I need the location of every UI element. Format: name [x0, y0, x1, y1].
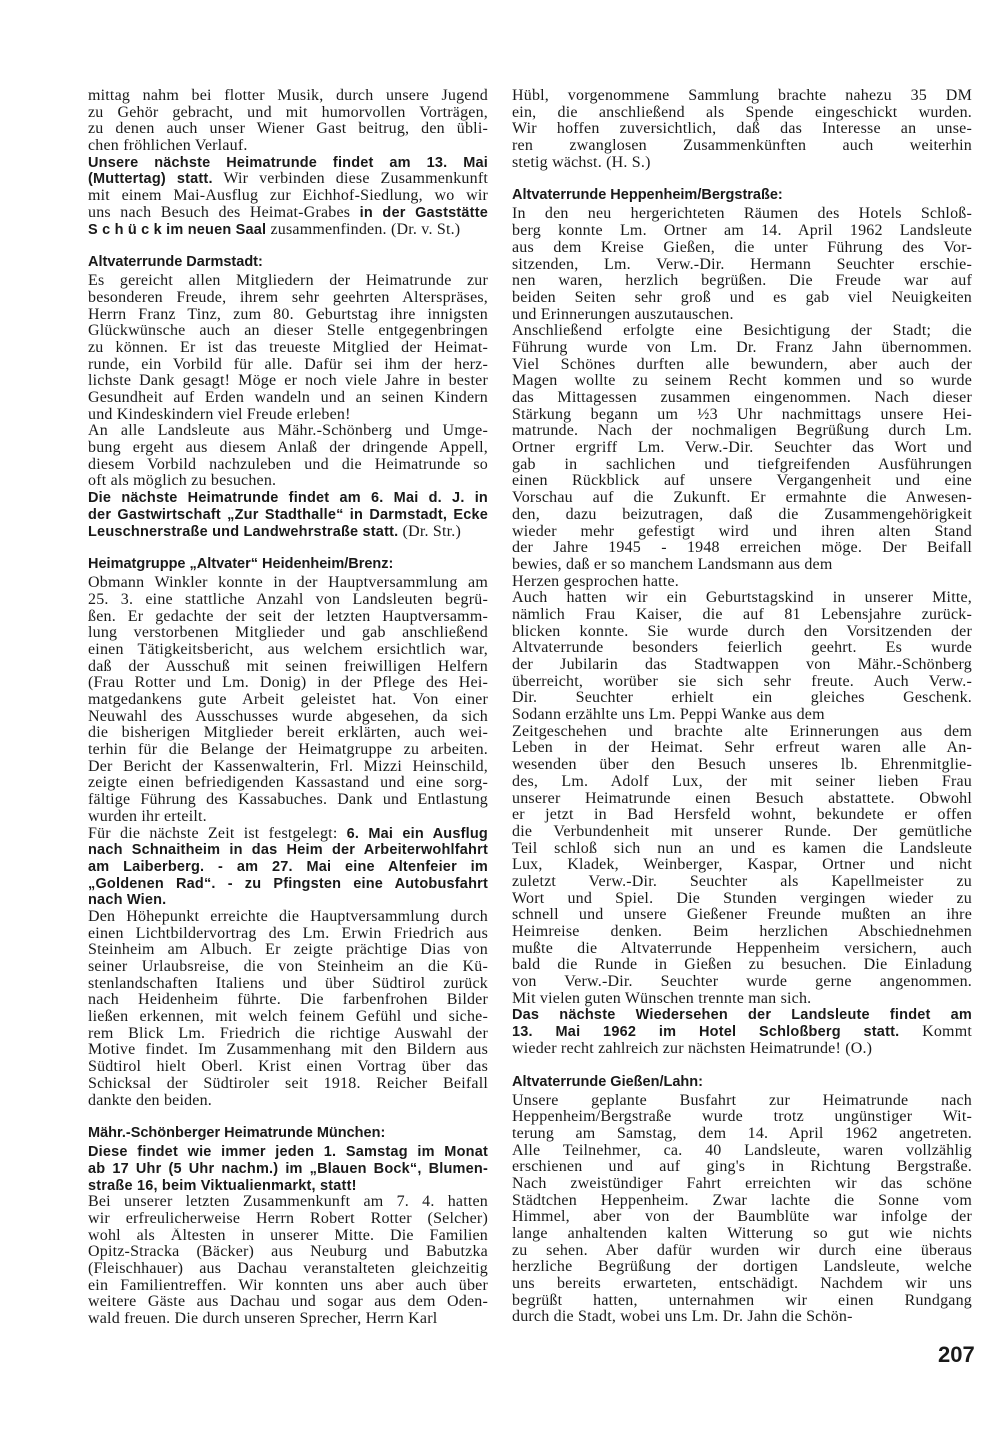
- text-line: Obmann Winkler konnte in der Hauptversammlung am: [88, 575, 488, 592]
- text-line: [88, 842, 488, 859]
- text-line: uns bereits erwarteten, entschädigt. Nachdem wir uns: [512, 1276, 972, 1293]
- text-line: Bei unserer letzten Zusammenkunft am 7. 4. hatten: [88, 1194, 488, 1211]
- text-line: Herrn Franz Tinz, zum 80. Geburtstag ihre innigsten: [88, 306, 488, 323]
- text-line: Heimreise denken. Beim herzlichen Abschiednehmen: [512, 924, 972, 940]
- text-line: dankte den beiden.: [88, 1092, 212, 1109]
- text-line: bewies, daß er so manchem Landsmann aus dem: [512, 556, 833, 573]
- bold-text: S c h ü c k im neuen Saal: [88, 221, 267, 238]
- bold-text: Das nächste Wiedersehen der Landsleute findet am: [512, 1007, 972, 1024]
- text-line: Himmel, aber von der Baumblüte war infolge der: [512, 1209, 972, 1226]
- text-line: mit einem Mai-Ausflug zur Eichhof-Siedlung, wo wir: [88, 188, 488, 205]
- section-heading: Altvaterrunde Gießen/Lahn:: [512, 1073, 703, 1090]
- text-line: [88, 507, 488, 524]
- text-line: ein, die anschließend als Spende eingeschickt wurden.: [512, 104, 972, 121]
- bold-text: 13. Mai 1962 im Hotel Schloßberg statt.: [512, 1024, 900, 1041]
- text-line: Anschließend erfolgte eine Besichtigung der Stadt; die: [512, 323, 972, 340]
- bold-text: am Laiberberg. - am 27. Mai eine Altenfeier im: [88, 858, 488, 875]
- text-line: wald freuen. Die durch unseren Sprecher, Herrn Karl: [88, 1311, 438, 1328]
- text-line: Glückwünsche auch an dieser Stelle entgegenbringen: [88, 323, 488, 340]
- text-line: Gesundheit auf Erden wandeln und an seinen Kindern: [88, 390, 488, 406]
- text-line: [88, 1161, 488, 1178]
- text-line: überreicht, worüber sie sich sehr freute. Auch Verw.-: [512, 673, 972, 690]
- text-line: Teil schloß sich nun an und es kamen die Landsleute: [512, 840, 972, 857]
- text-line: einen Rückblick auf unsere Vergangenheit und eine: [512, 473, 972, 490]
- text-line: lichste Dank gesagt! Möge er noch viele Jahre in bester: [88, 373, 488, 390]
- text-line: der Jubilarin das Stadtwappen von Mähr.-Schönberg: [512, 657, 972, 673]
- text-line: weitere Gäste aus Dachau und sogar aus dem Oden-: [88, 1294, 488, 1311]
- text-line: [88, 826, 488, 843]
- bold-text: Die nächste Heimatrunde findet am 6. Mai d. J. in: [88, 490, 488, 507]
- text-line: matrunde. Nach der nochmaligen Begrüßung durch Lm.: [512, 423, 972, 440]
- text-line: [88, 524, 488, 541]
- text-line: blicken konnte. Sie wurde durch den Vorsitzenden der: [512, 623, 972, 640]
- text-line: die bisherigen Mitglieder bereit erklärten, auch wei-: [88, 725, 488, 742]
- text-line: [88, 222, 488, 239]
- text-line: zu Gehör gebracht, und mit humorvollen Vorträgen,: [88, 104, 488, 121]
- text-line: zeigte einen befriedigenden Kassastand und eine sorg-: [88, 775, 488, 792]
- text-line: Städtchen Heppenheim. Zwar lachte die Sonne vom: [512, 1192, 972, 1209]
- text-line: In den neu hergerichteten Räumen des Hotels Schloß-: [512, 206, 972, 223]
- body-text: Für die nächste Zeit ist festgelegt:: [88, 825, 347, 842]
- text-line: die Verbundenheit mit unserer Runde. Der gemütliche: [512, 823, 972, 840]
- text-line: herzliche Begrüßung der dortigen Landsleute, welche: [512, 1259, 972, 1276]
- text-line: matgedankens gute Arbeit geleistet hat. Von einer: [88, 692, 488, 708]
- text-line: wieder recht zahlreich zur nächsten Heimatrunde! (O.): [512, 1040, 873, 1057]
- text-line: [88, 205, 488, 222]
- text-line: ließen erkennen, mit welch feinem Gefühl und siche-: [88, 1009, 488, 1026]
- text-line: zu denen auch unser Wiener Gast beitrug, den übli-: [88, 121, 488, 138]
- text-line: lange anhaltenden kalten Witterung so gut wie nichts: [512, 1226, 972, 1242]
- text-line: schnell und unsere Gießener Freunde mußten an ihre: [512, 907, 972, 924]
- text-line: Der Bericht der Kassenwalterin, Frl. Mizzi Heinschild,: [88, 758, 488, 775]
- text-line: 25. 3. eine stattliche Anzahl von Landsleuten begrü-: [88, 591, 488, 608]
- text-line: Führung wurde von Lm. Dr. Franz Jahn übernommen.: [512, 339, 972, 356]
- section-heading: Altvaterrunde Heppenheim/Bergstraße:: [512, 187, 783, 204]
- body-text: zusammenfinden. (Dr. v. St.): [266, 221, 461, 238]
- text-line: mußte die Altvaterrunde Heppenheim versichern, auch: [512, 940, 972, 957]
- text-line: [88, 171, 488, 188]
- text-line: beiden Seiten sehr groß und es gab viel Neuigkeiten: [512, 289, 972, 306]
- text-line: rem Blick Lm. Friedrich die richtige Auswahl der: [88, 1025, 488, 1042]
- text-line: stenlandschaften Italiens und über Südtirol zurück: [88, 975, 488, 992]
- text-line: den, dazu beizutragen, daß die Zusammengehörigkeit: [512, 506, 972, 523]
- text-line: nach Heidenheim führte. Die farbenfrohen Bilder: [88, 992, 488, 1009]
- bold-text: „Goldenen Rad“. - zu Pfingsten eine Autobusfahrt: [88, 875, 488, 892]
- text-line: Neuwahl des Ausschusses wurde abgesehen, da sich: [88, 708, 488, 725]
- text-line: [512, 1024, 972, 1041]
- body-text: (Dr. Str.): [398, 523, 462, 540]
- text-line: wir erfreulicherweise Herrn Robert Rotter (Selcher): [88, 1210, 488, 1227]
- text-line: unserer Heimatrunde einen Besuch abstattete. Obwohl: [512, 790, 972, 807]
- text-line: zu können. Er ist das treueste Mitglied der Heimat-: [88, 339, 488, 356]
- text-line: Südtirol hielt Oberl. Krist einen Vortrag über das: [88, 1059, 488, 1076]
- text-line: Heppenheim/Bergstraße wurde trotz ungünstiger Wit-: [512, 1109, 972, 1126]
- section-heading: Mähr.-Schönberger Heimatrunde München:: [88, 1125, 386, 1142]
- text-line: nämlich Frau Kaiser, die auf 81 Lebensjahre zurück-: [512, 606, 972, 623]
- left-column: [88, 88, 488, 1328]
- text-line: Schicksal der Südtiroler seit 1918. Reicher Beifall: [88, 1075, 488, 1092]
- text-line: stetig wächst. (H. S.): [512, 154, 651, 171]
- text-line: der Jahre 1945 - 1948 erreichen möge. Der Beifall: [512, 540, 972, 557]
- text-line: Dir. Seuchter erhielt ein gleiches Geschenk.: [512, 690, 972, 707]
- text-line: Unsere geplante Busfahrt zur Heimatrunde nach: [512, 1092, 972, 1109]
- text-line: ein Familientreffen. Wir konnten uns aber auch über: [88, 1277, 488, 1294]
- text-line: terung am Samstag, dem 14. April 1962 angetreten.: [512, 1125, 972, 1142]
- text-line: [88, 155, 488, 172]
- bold-text: straße 16, beim Viktualienmarkt, statt!: [88, 1177, 357, 1194]
- text-line: zuletzt Verw.-Dir. Seuchter als Kapellmeister zu: [512, 873, 972, 890]
- text-line: ßen. Er gedachte der seit der letzten Hauptversamm-: [88, 608, 488, 625]
- text-line: zu sehen. Aber dafür wurden wir durch eine überaus: [512, 1242, 972, 1259]
- text-line: Auch hatten wir ein Geburtstagskind in unserer Mitte,: [512, 590, 972, 607]
- bold-text: nach Schnaitheim in das Heim der Arbeiterwohlfahrt: [88, 842, 488, 859]
- bold-text: 6. Mai ein Ausflug: [346, 825, 488, 842]
- text-line: seiner Urlaubsreise, die von Steinheim an die Kü-: [88, 959, 488, 975]
- text-line: von Verw.-Dir. Seuchter wurde gerne angenommen.: [512, 974, 972, 991]
- text-line: oft als möglich zu besuchen.: [88, 473, 277, 490]
- text-line: Ortner ergriff Lm. Verw.-Dir. Seuchter das Wort und: [512, 440, 972, 457]
- text-line: Motive findet. Im Zusammenhang mit den Bildern aus: [88, 1042, 488, 1059]
- text-line: Lux, Kladek, Weinberger, Kaspar, Ortner und nicht: [512, 857, 972, 874]
- text-line: Nach zweistündiger Fahrt erreichten wir das schöne: [512, 1175, 972, 1192]
- bold-text: ab 17 Uhr (5 Uhr nachm.) im „Blauen Bock“, Blumen-: [88, 1160, 488, 1177]
- text-line: und Kindeskindern viel Freude erleben!: [88, 406, 351, 423]
- text-line: Wir hoffen zuversichtlich, daß das Interesse an unse-: [512, 121, 972, 138]
- text-line: Den Höhepunkt erreichte die Hauptversammlung durch: [88, 908, 488, 925]
- text-line: Hübl, vorgenommene Sammlung brachte nahezu 35 DM: [512, 88, 972, 104]
- text-line: Steinheim am Albuch. Er zeigte prächtige Dias von: [88, 942, 488, 959]
- text-line: das Mittagessen zusammen eingenommen. Nach dieser: [512, 390, 972, 406]
- text-line: bald die Runde in Gießen zu besuchen. Die Einladung: [512, 957, 972, 974]
- text-line: nen waren, herzlich begrüßen. Die Freude war auf: [512, 273, 972, 290]
- body-text: Wir verbinden diese Zusammenkunft: [212, 171, 488, 188]
- text-line: runde, ein Vorbild für alle. Dafür sei ihm der herz-: [88, 356, 488, 373]
- bold-text: Leuschnerstraße und Landwehrstraße statt.: [88, 523, 399, 540]
- right-column: [512, 88, 972, 1326]
- section-heading: Heimatgruppe „Altvater“ Heidenheim/Brenz:: [88, 556, 394, 573]
- text-line: (Fleischhauer) aus Dachau veranstalteten gleichzeitig: [88, 1261, 488, 1277]
- text-line: besonderen Freude, ihrem sehr geehrten Alterspräses,: [88, 289, 488, 306]
- text-line: aus dem Kreise Gießen, die unter Führung des Vor-: [512, 239, 972, 256]
- text-line: [88, 490, 488, 507]
- text-line: berg konnte Lm. Ortner am 14. April 1962 Landsleute: [512, 223, 972, 240]
- text-line: einen Tätigkeitsbericht, aus welchem ersichtlich war,: [88, 641, 488, 658]
- text-line: fältige Führung des Kassabuches. Dank und Entlastung: [88, 792, 488, 809]
- text-line: terhin für die Belange der Heimatgruppe zu arbeiten.: [88, 742, 488, 759]
- text-line: Stärkung begann um ½3 Uhr nachmittags unsere Hei-: [512, 406, 972, 423]
- text-line: Herzen gesprochen hatte.: [512, 573, 679, 590]
- text-line: gab in sachlichen und tiefgreifenden Ausführungen: [512, 456, 972, 473]
- text-line: [88, 1144, 488, 1161]
- text-line: wurden ihr erteilt.: [88, 808, 207, 825]
- text-line: [88, 876, 488, 893]
- text-line: [88, 859, 488, 876]
- text-line: mittag nahm bei flotter Musik, durch unsere Jugend: [88, 88, 488, 104]
- text-line: sitzenden, Lm. Verw.-Dir. Hermann Seuchter erschie-: [512, 256, 972, 273]
- text-line: wieder mehr gefestigt wird und ihren alten Stand: [512, 523, 972, 540]
- text-line: und Erinnerungen auszutauschen.: [512, 306, 734, 323]
- bold-text: Unsere nächste Heimatrunde findet am 13. Mai: [88, 154, 488, 171]
- text-line: [88, 1178, 488, 1195]
- text-line: An alle Landsleute aus Mähr.-Schönberg und Umge-: [88, 423, 488, 440]
- text-line: erschienen und auf ging's in Richtung Bergstraße.: [512, 1159, 972, 1176]
- text-line: chen fröhlichen Verlauf.: [88, 138, 248, 155]
- text-line: (Frau Rotter und Lm. Donig) in der Pflege des Hei-: [88, 675, 488, 692]
- text-line: Sodann erzählte uns Lm. Peppi Wanke aus dem: [512, 707, 825, 724]
- bold-text: der Gastwirtschaft „Zur Stadthalle“ in Darmstadt, Ecke: [88, 506, 488, 523]
- body-text: Kommt: [899, 1024, 972, 1041]
- text-line: bung ergeht aus diesem Anlaß der dringende Appell,: [88, 440, 488, 457]
- text-line: [88, 892, 488, 909]
- text-line: diesem Vorbild nachzuleben und die Heimatrunde so: [88, 456, 488, 473]
- text-line: wesenden über den Besuch unseres lb. Ehrenmitglie-: [512, 757, 972, 774]
- text-line: ren zwanglosen Zusammenkünften auch weiterhin: [512, 138, 972, 155]
- body-text: uns nach Besuch des Heimat-Grabes: [88, 204, 360, 221]
- text-line: Vorschau auf die Zukunft. Er ermahnte die Anwesen-: [512, 490, 972, 507]
- text-line: Mit vielen guten Wünschen trennte man sich.: [512, 990, 812, 1007]
- text-line: daß der Ausschuß mit seinen freiwilligen Helfern: [88, 658, 488, 675]
- text-line: Viel Schönes durften alle bewundern, aber auch der: [512, 356, 972, 373]
- section-heading: Altvaterrunde Darmstadt:: [88, 254, 263, 271]
- text-line: [512, 1007, 972, 1024]
- text-line: Wort und Spiel. Die Stunden vergingen wieder zu: [512, 890, 972, 907]
- bold-text: Diese findet wie immer jeden 1. Samstag im Monat: [88, 1144, 488, 1161]
- text-line: lung verstorbenen Mitglieder und gab anschließend: [88, 625, 488, 642]
- text-line: wohl als Ältesten in unserer Mitte. Die Familien: [88, 1227, 488, 1244]
- bold-text: nach Wien.: [88, 892, 167, 909]
- text-line: er jetzt in Bad Hersfeld wohnt, bekundete er offen: [512, 807, 972, 824]
- text-line: durch die Stadt, wobei uns Lm. Dr. Jahn die Schön-: [512, 1309, 853, 1326]
- text-line: begrüßt hatten, unternahmen wir einen Rundgang: [512, 1292, 972, 1309]
- text-line: einen Lichtbildervortrag des Lm. Erwin Friedrich aus: [88, 925, 488, 942]
- text-line: Opitz-Stracka (Bäcker) aus Neuburg und Babutzka: [88, 1244, 488, 1261]
- text-line: Alle Teilnehmer, ca. 40 Landsleute, waren vollzählig: [512, 1142, 972, 1159]
- text-line: Es gereicht allen Mitgliedern der Heimatrunde zur: [88, 273, 488, 290]
- text-line: Altvaterrunde besonders feierlich geehrt. Es wurde: [512, 640, 972, 657]
- text-line: des, Lm. Adolf Lux, der mit seiner lieben Frau: [512, 773, 972, 790]
- bold-text: in der Gaststätte: [359, 204, 488, 221]
- text-line: Leben in der Heimat. Sehr erfreut waren alle An-: [512, 740, 972, 757]
- bold-text: (Muttertag) statt.: [88, 171, 213, 188]
- text-line: Zeitgeschehen und brachte alte Erinnerungen aus dem: [512, 723, 972, 740]
- text-line: Magen wollte zu seinem Recht kommen und so wurde: [512, 373, 972, 390]
- page-number: 207: [938, 1342, 975, 1367]
